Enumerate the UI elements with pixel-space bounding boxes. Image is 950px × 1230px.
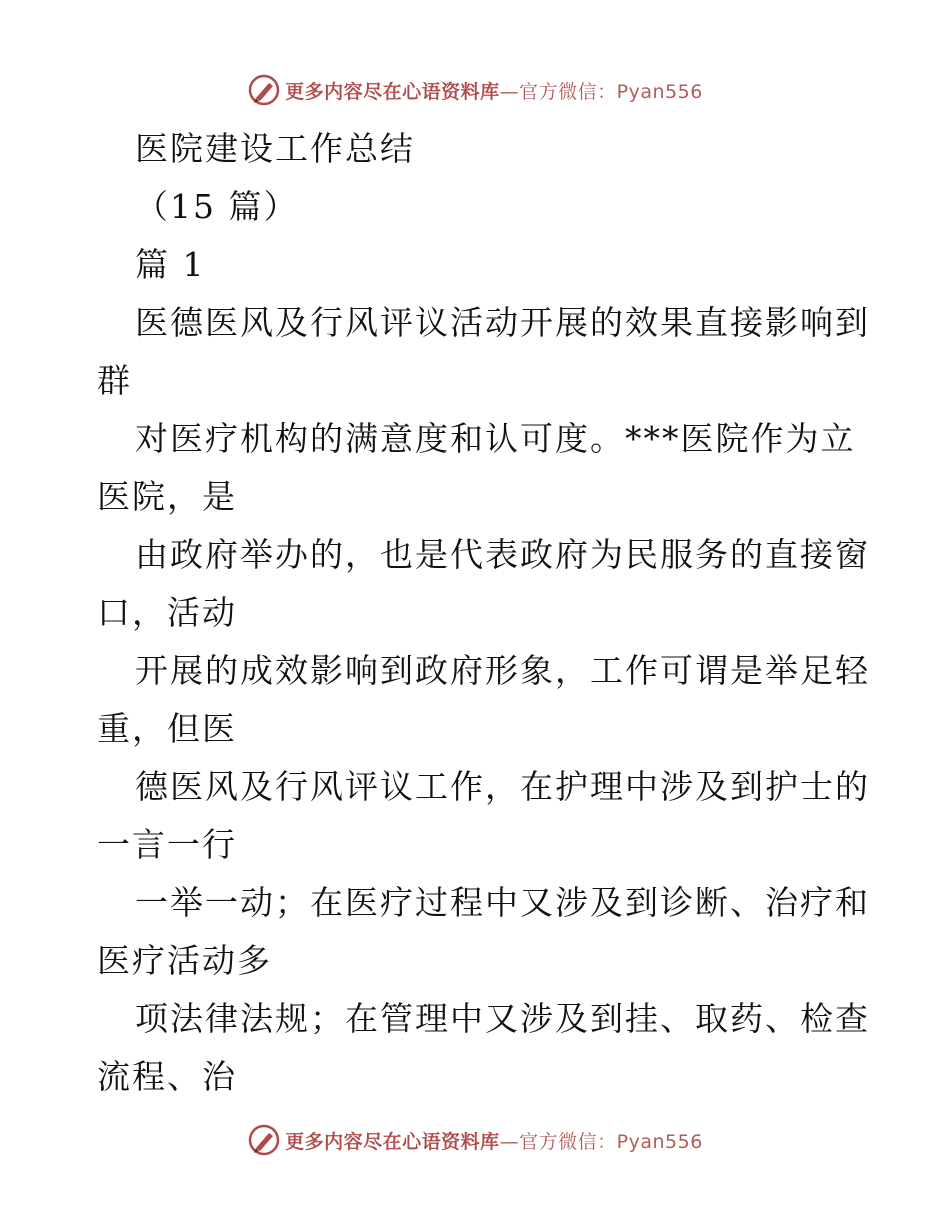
footer-banner-rest: —官方微信：Pyan556: [499, 1130, 703, 1153]
text-line: 流程、治: [97, 1057, 237, 1096]
text-line: 医德医风及行风评议活动开展的效果直接影响到: [135, 303, 870, 342]
text-line: 医院，是: [97, 477, 237, 516]
pen-logo-icon: [247, 1123, 281, 1157]
text-line: （15 篇）: [135, 187, 299, 226]
text-line: 德医风及行风评议工作，在护理中涉及到护士的: [135, 767, 870, 806]
text-line: 开展的成效影响到政府形象，工作可谓是举足轻: [135, 651, 870, 690]
text-line: 一举一动；在医疗过程中又涉及到诊断、治疗和: [135, 883, 870, 922]
text-line: 项法律法规；在管理中又涉及到挂、取药、检查: [135, 999, 870, 1038]
text-line: 对医疗机构的满意度和认可度。***医院作为立: [135, 419, 856, 458]
text-line: 医院建设工作总结: [135, 129, 415, 168]
header-banner-bold: 更多内容尽在心语资料库: [285, 80, 500, 103]
footer-watermark-banner: [0, 1120, 950, 1160]
header-watermark-banner: [0, 70, 950, 110]
header-banner-text: [285, 77, 703, 104]
text-line: 群: [97, 361, 132, 400]
footer-banner-text: [285, 1127, 703, 1154]
footer-banner-bold: 更多内容尽在心语资料库: [285, 1130, 500, 1153]
document-body: [97, 120, 870, 1106]
text-line: 口，活动: [97, 593, 237, 632]
text-line: 医疗活动多: [97, 941, 272, 980]
text-line: 重，但医: [97, 709, 237, 748]
text-line: 由政府举办的，也是代表政府为民服务的直接窗: [135, 535, 870, 574]
header-banner-rest: —官方微信：Pyan556: [499, 80, 703, 103]
pen-logo-icon: [247, 73, 281, 107]
text-line: 篇 1: [135, 245, 206, 284]
text-line: 一言一行: [97, 825, 237, 864]
